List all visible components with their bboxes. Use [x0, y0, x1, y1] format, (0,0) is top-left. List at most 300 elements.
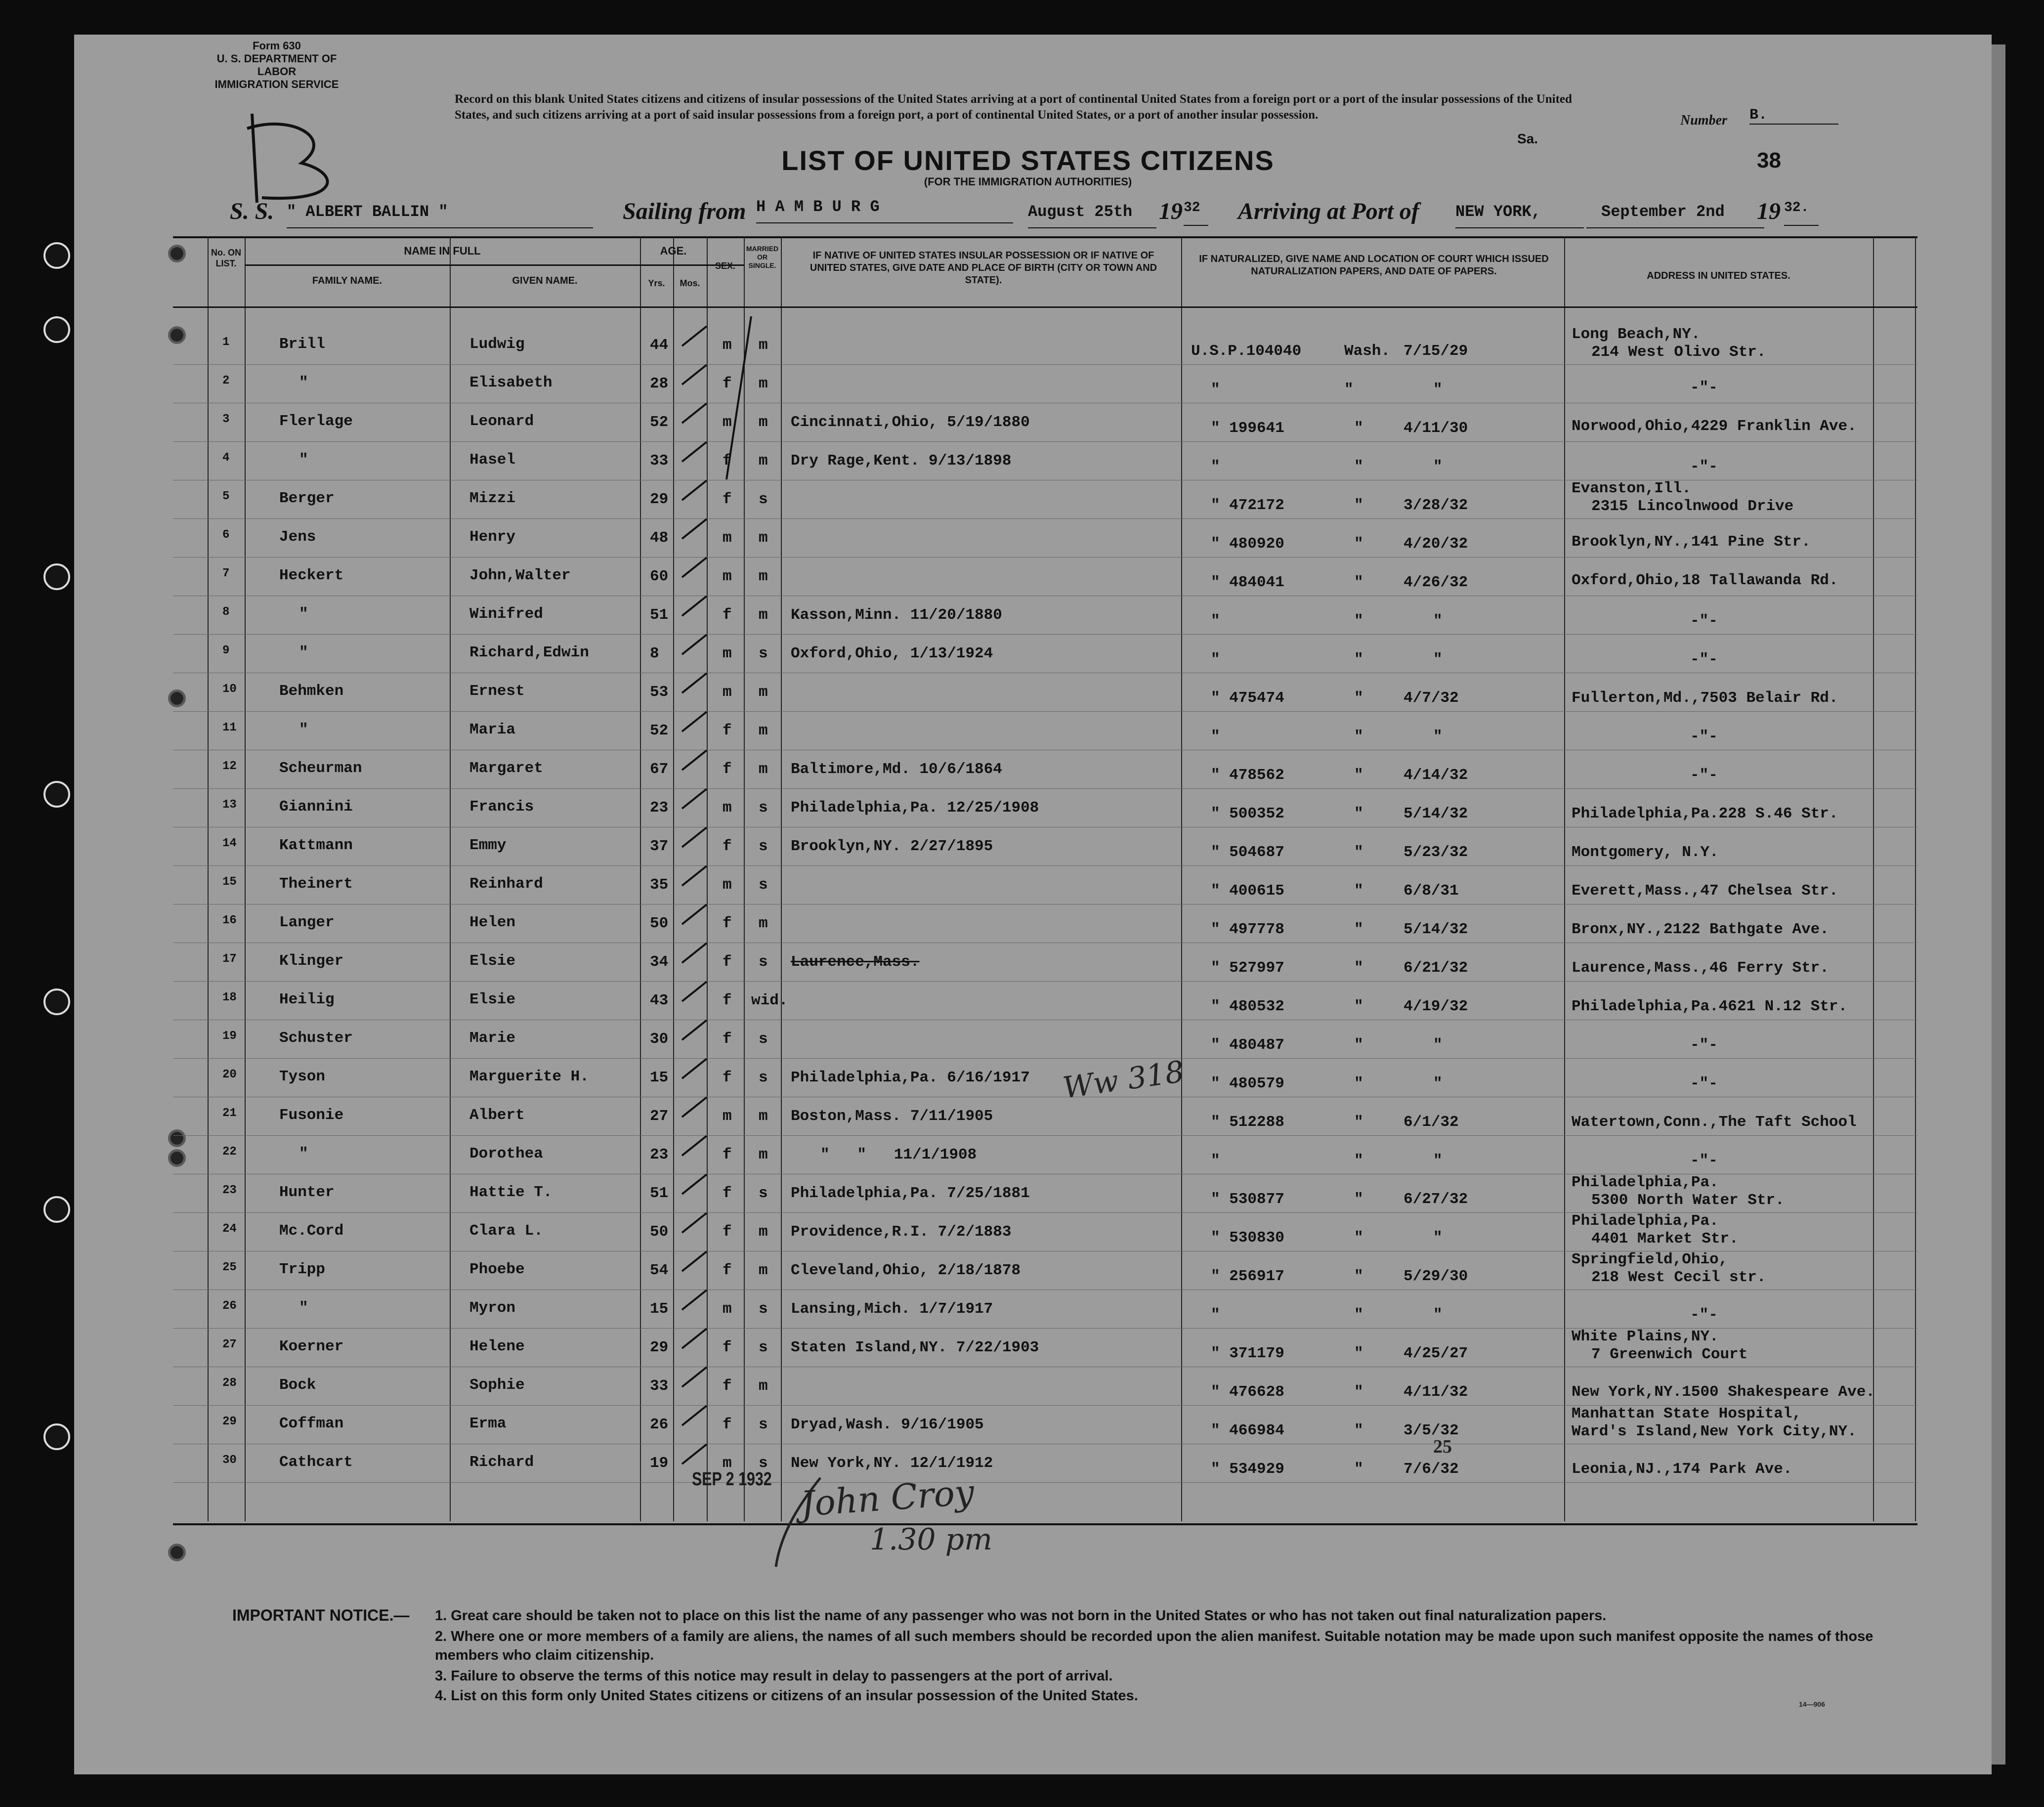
naturalization-date: ": [1433, 1036, 1443, 1054]
given-name: Leonard: [469, 413, 534, 430]
sex: f: [723, 915, 732, 932]
marital-status: s: [759, 799, 768, 817]
naturalization-number: " 256917: [1211, 1268, 1284, 1285]
row-number: 5: [222, 490, 230, 503]
family-name: Koerner: [279, 1338, 344, 1355]
age-years: 44: [650, 337, 669, 354]
department: U. S. DEPARTMENT OF LABOR: [216, 52, 337, 78]
naturalization-court: ": [1344, 381, 1354, 398]
sex: f: [723, 722, 732, 739]
family-name: Theinert: [279, 875, 353, 893]
header-bottom-rule: [173, 306, 1917, 308]
birth-place-date: Staten Island,NY. 7/22/1903: [791, 1339, 1039, 1356]
naturalization-court: ": [1354, 844, 1363, 861]
row-number: 13: [222, 798, 237, 812]
naturalization-number: " 400615: [1211, 882, 1284, 900]
age-years: 51: [650, 606, 669, 624]
marital-status: m: [759, 1223, 768, 1241]
marital-status: wid.: [751, 992, 788, 1009]
row-number: 7: [222, 567, 230, 580]
naturalization-court: ": [1354, 651, 1363, 668]
address-line-1: Norwood,Ohio,4229 Franklin Ave.: [1572, 418, 1857, 435]
sex: m: [723, 529, 732, 547]
sex: m: [723, 1300, 732, 1318]
naturalization-court: ": [1354, 1075, 1363, 1092]
family-name: ": [299, 605, 308, 623]
family-name: ": [299, 644, 308, 661]
family-name: Bock: [279, 1377, 316, 1394]
signature: John Croy: [799, 1471, 976, 1525]
naturalization-number: " 530877: [1211, 1191, 1284, 1208]
age-years: 33: [650, 1377, 669, 1395]
naturalization-number: " 512288: [1211, 1114, 1284, 1131]
header-naturalized: IF NATURALIZED, GIVE NAME AND LOCATION OF COURT WHICH ISSUED NATURALIZATION PAPERS, AND DATE OF PAPERS.: [1199, 254, 1549, 277]
age-years: 33: [650, 452, 669, 470]
row-number: 12: [222, 760, 237, 773]
table-row: [173, 1367, 1917, 1406]
address-line-1: -"-: [1690, 1036, 1718, 1054]
address-line-1: -"-: [1690, 379, 1718, 396]
header-given: GIVEN NAME.: [512, 275, 578, 286]
naturalization-number: " 478562: [1211, 767, 1284, 784]
naturalization-court: ": [1354, 1383, 1363, 1401]
handwritten-note-row30: 25: [1433, 1436, 1452, 1457]
age-years: 52: [650, 414, 669, 431]
notice-title: IMPORTANT NOTICE.—: [232, 1606, 410, 1624]
address-line-2: Ward's Island,New York City,NY.: [1572, 1423, 1857, 1440]
naturalization-date: 5/29/30: [1404, 1268, 1468, 1285]
address-line-2: 7 Greenwich Court: [1591, 1346, 1748, 1363]
row-number: 2: [222, 374, 230, 387]
given-name: Marguerite H.: [469, 1068, 589, 1085]
naturalization-court: ": [1354, 497, 1363, 514]
address-line-1: -"-: [1690, 1075, 1718, 1092]
sex: m: [723, 1455, 732, 1472]
given-name: Elisabeth: [469, 374, 553, 391]
given-name: Helen: [469, 914, 516, 931]
marital-status: s: [759, 953, 768, 971]
service: IMMIGRATION SERVICE: [214, 78, 339, 90]
marital-status: m: [759, 684, 768, 701]
table-row: [173, 1174, 1917, 1213]
family-name: Jens: [279, 528, 316, 546]
table-row: [173, 1020, 1917, 1059]
marital-status: m: [759, 1262, 768, 1279]
table-row: [173, 403, 1917, 442]
birth-place-date: Philadelphia,Pa. 12/25/1908: [791, 799, 1039, 817]
naturalization-number: U.S.P.104040: [1191, 343, 1302, 360]
age-years: 30: [650, 1031, 669, 1048]
ship-name: " ALBERT BALLIN ": [287, 203, 593, 228]
naturalization-court: Wash.: [1344, 343, 1391, 360]
family-name: Langer: [279, 914, 335, 931]
naturalization-date: 6/1/32: [1404, 1114, 1459, 1131]
given-name: Hasel: [469, 451, 516, 469]
marital-status: s: [759, 1069, 768, 1086]
given-name: Myron: [469, 1299, 516, 1317]
address-line-1: Evanston,Ill.: [1572, 480, 1691, 497]
table-row: [173, 1444, 1917, 1483]
age-years: 51: [650, 1185, 669, 1202]
birth-place-date: Boston,Mass. 7/11/1905: [791, 1108, 993, 1125]
row-number: 16: [222, 914, 237, 927]
naturalization-number: " 480920: [1211, 535, 1284, 553]
table-row: [173, 1213, 1917, 1251]
marital-status: m: [759, 568, 768, 585]
row-number: 22: [222, 1145, 237, 1159]
given-name: Maria: [469, 721, 516, 738]
from-year: 32: [1184, 200, 1208, 226]
sex: f: [723, 491, 732, 508]
family-name: Tripp: [279, 1261, 326, 1278]
signature-flourish: [771, 1473, 830, 1572]
age-years: 28: [650, 375, 669, 392]
naturalization-date: 6/27/32: [1404, 1191, 1468, 1208]
family-name: Hunter: [279, 1184, 335, 1201]
birth-place-date: Philadelphia,Pa. 7/25/1881: [791, 1185, 1030, 1202]
age-years: 8: [650, 645, 659, 662]
rivet: [170, 1546, 183, 1559]
given-name: Richard,Edwin: [469, 644, 589, 661]
row-number: 3: [222, 413, 230, 426]
birth-place-date: Dryad,Wash. 9/16/1905: [791, 1416, 984, 1433]
given-name: Dorothea: [469, 1145, 543, 1162]
family-name: Coffman: [279, 1415, 344, 1432]
naturalization-date: ": [1433, 1075, 1443, 1092]
sex: f: [723, 953, 732, 971]
marital-status: m: [759, 915, 768, 932]
address-line-1: -"-: [1690, 767, 1718, 784]
page-title: LIST OF UNITED STATES CITIZENS: [781, 145, 1275, 176]
naturalization-court: ": [1354, 1268, 1363, 1285]
family-name: Brill: [279, 336, 326, 353]
family-name: Kattmann: [279, 837, 353, 854]
naturalization-court: ": [1354, 689, 1363, 707]
address-line-1: Springfield,Ohio,: [1572, 1251, 1728, 1268]
birth-place-date: Lansing,Mich. 1/7/1917: [791, 1300, 993, 1318]
naturalization-court: ": [1354, 612, 1363, 630]
notice-item-2: 2. Where one or more members of a family are aliens, the names of all such members should be recorded upon the alien manifest. Suitable notation may be made upon such manifest opposite the names of those members who claim citizenship.: [435, 1629, 1874, 1663]
given-name: Albert: [469, 1107, 525, 1124]
family-name: Mc.Cord: [279, 1222, 344, 1240]
family-name: ": [299, 721, 308, 738]
address-line-1: New York,NY.1500 Shakespeare Ave.: [1572, 1383, 1875, 1401]
given-name: Winifred: [469, 605, 543, 623]
number-label: Number: [1680, 113, 1727, 128]
birth-place-date: " " 11/1/1908: [820, 1146, 977, 1163]
naturalization-date: 4/26/32: [1404, 574, 1468, 591]
given-name: Erma: [469, 1415, 507, 1432]
naturalization-date: 5/14/32: [1404, 921, 1468, 938]
year-prefix: 19: [1159, 198, 1183, 224]
marital-status: m: [759, 452, 768, 470]
marital-status: m: [759, 761, 768, 778]
age-years: 15: [650, 1069, 669, 1086]
given-name: Clara L.: [469, 1222, 543, 1240]
naturalization-court: ": [1354, 1422, 1363, 1439]
form-header: [208, 40, 346, 91]
arriving-label: Arriving at Port of: [1238, 198, 1419, 224]
sex: f: [723, 1069, 732, 1086]
row-number: 29: [222, 1415, 237, 1428]
age-years: 23: [650, 1146, 669, 1163]
address-line-1: Manhattan State Hospital,: [1572, 1405, 1802, 1422]
birth-place-date: Cincinnati,Ohio, 5/19/1880: [791, 414, 1030, 431]
naturalization-number: " 530830: [1211, 1229, 1284, 1247]
address-line-2: 218 West Cecil str.: [1591, 1269, 1766, 1286]
sex: f: [723, 1031, 732, 1048]
number-value: B.: [1749, 107, 1838, 125]
address-line-1: Philadelphia,Pa.: [1572, 1174, 1719, 1191]
naturalization-number: ": [1211, 1152, 1220, 1169]
marital-status: s: [759, 876, 768, 894]
age-years: 43: [650, 992, 669, 1009]
row-number: 9: [222, 644, 230, 657]
row-number: 1: [222, 336, 230, 349]
age-years: 26: [650, 1416, 669, 1433]
naturalization-date: ": [1433, 651, 1443, 668]
naturalization-number: " 476628: [1211, 1383, 1284, 1401]
table-row: [173, 326, 1917, 365]
given-name: Ludwig: [469, 336, 525, 353]
table-row: [173, 1329, 1917, 1367]
birth-place-date: Kasson,Minn. 11/20/1880: [791, 606, 1002, 624]
given-name: John,Walter: [469, 567, 571, 584]
address-line-1: -"-: [1690, 612, 1718, 630]
naturalization-number: " 497778: [1211, 921, 1284, 938]
header-married: MARRIED OR SINGLE.: [746, 245, 779, 269]
table-row: [173, 365, 1917, 403]
sex: f: [723, 1185, 732, 1202]
naturalization-date: ": [1433, 458, 1443, 475]
table-row: [173, 1406, 1917, 1444]
row-number: 11: [222, 721, 237, 734]
naturalization-date: 4/19/32: [1404, 998, 1468, 1015]
family-name: Schuster: [279, 1030, 353, 1047]
handwritten-b-mark: [232, 109, 361, 208]
naturalization-date: 6/8/31: [1404, 882, 1459, 900]
birth-place-date-struck: Laurence,Mass.: [791, 953, 920, 971]
naturalization-court: ": [1354, 1345, 1363, 1362]
table-row: [173, 596, 1917, 635]
given-name: Henry: [469, 528, 516, 546]
row-number: 17: [222, 952, 237, 966]
sex: m: [723, 414, 732, 431]
age-years: 67: [650, 761, 669, 778]
naturalization-court: ": [1354, 1191, 1363, 1208]
table-row: [173, 827, 1917, 866]
naturalization-number: " 534929: [1211, 1461, 1284, 1478]
naturalization-number: " 475474: [1211, 689, 1284, 707]
check-ticks: [677, 316, 756, 1483]
family-name: Giannini: [279, 798, 353, 816]
header-address: ADDRESS IN UNITED STATES.: [1647, 270, 1790, 281]
table-row: [173, 1097, 1917, 1136]
address-line-2: 4401 Market Str.: [1591, 1230, 1739, 1248]
family-name: ": [299, 1299, 308, 1317]
given-name: Richard: [469, 1454, 534, 1471]
naturalization-date: 3/5/32: [1404, 1422, 1459, 1439]
form-number: Form 630: [253, 40, 301, 52]
sex: f: [723, 375, 732, 392]
age-years: 29: [650, 491, 669, 508]
marital-status: s: [759, 1185, 768, 1202]
address-line-1: Oxford,Ohio,18 Tallawanda Rd.: [1572, 572, 1838, 589]
given-name: Elsie: [469, 991, 516, 1008]
address-line-1: Bronx,NY.,2122 Bathgate Ave.: [1572, 921, 1829, 938]
age-years: 60: [650, 568, 669, 585]
birth-place-date: Providence,R.I. 7/2/1883: [791, 1223, 1012, 1241]
table-row: [173, 866, 1917, 904]
family-name: ": [299, 451, 308, 469]
naturalization-number: " 504687: [1211, 844, 1284, 861]
sex: m: [723, 568, 732, 585]
naturalization-date: 3/28/32: [1404, 497, 1468, 514]
given-name: Sophie: [469, 1377, 525, 1394]
address-line-1: -"-: [1690, 1306, 1718, 1324]
sa-label: Sa.: [1517, 131, 1538, 146]
header-name-in-full: NAME IN FULL: [404, 245, 481, 257]
sex: f: [723, 1339, 732, 1356]
naturalization-date: 7/15/29: [1404, 343, 1468, 360]
row-number: 14: [222, 837, 237, 850]
naturalization-court: ": [1354, 921, 1363, 938]
marital-status: m: [759, 606, 768, 624]
naturalization-court: ": [1354, 1152, 1363, 1169]
table-row: [173, 1059, 1917, 1097]
sex: f: [723, 452, 732, 470]
row-number: 20: [222, 1068, 237, 1081]
given-name: Elsie: [469, 952, 516, 970]
naturalization-date: ": [1433, 381, 1443, 398]
age-years: 23: [650, 799, 669, 817]
sex: f: [723, 1416, 732, 1433]
marital-status: m: [759, 722, 768, 739]
naturalization-court: ": [1354, 1461, 1363, 1478]
notice-item-3: 3. Failure to observe the terms of this notice may result in delay to passengers at the port of arrival.: [435, 1668, 1113, 1684]
given-name: Marie: [469, 1030, 516, 1047]
header-sex: SEX.: [715, 261, 736, 271]
address-line-1: Philadelphia,Pa.: [1572, 1212, 1719, 1230]
table-row: [173, 519, 1917, 558]
birth-place-date: New York,NY. 12/1/1912: [791, 1455, 993, 1472]
age-years: 35: [650, 876, 669, 894]
given-name: Emmy: [469, 837, 507, 854]
sex: m: [723, 876, 732, 894]
page-number: 38: [1757, 148, 1781, 172]
birth-place-date: Brooklyn,NY. 2/27/1895: [791, 838, 993, 855]
age-years: 48: [650, 529, 669, 547]
family-name: Flerlage: [279, 413, 353, 430]
row-number: 23: [222, 1184, 237, 1197]
row-number: 6: [222, 528, 230, 542]
row-number: 25: [222, 1261, 237, 1274]
table-row: [173, 1136, 1917, 1174]
birth-place-date: Oxford,Ohio, 1/13/1924: [791, 645, 993, 662]
sex: m: [723, 337, 732, 354]
family-name: Heilig: [279, 991, 335, 1008]
naturalization-number: " 527997: [1211, 959, 1284, 977]
address-line-1: -"-: [1690, 458, 1718, 475]
table-row: [173, 904, 1917, 943]
given-name: Margaret: [469, 760, 543, 777]
row-number: 18: [222, 991, 237, 1004]
family-name: Cathcart: [279, 1454, 353, 1471]
given-name: Ernest: [469, 683, 525, 700]
given-name: Hattie T.: [469, 1184, 553, 1201]
naturalization-date: ": [1433, 1229, 1443, 1247]
address-line-1: -"-: [1690, 1152, 1718, 1169]
sex: m: [723, 799, 732, 817]
binder-hole: [43, 989, 70, 1015]
marital-status: m: [759, 1377, 768, 1395]
address-line-2: 214 West Olivo Str.: [1591, 344, 1766, 361]
naturalization-court: ": [1354, 535, 1363, 553]
row-number: 26: [222, 1299, 237, 1313]
given-name: Francis: [469, 798, 534, 816]
naturalization-number: ": [1211, 651, 1220, 668]
binder-hole: [43, 1196, 70, 1223]
binder-hole: [43, 1423, 70, 1450]
given-name: Helene: [469, 1338, 525, 1355]
table-row: [173, 712, 1917, 750]
naturalization-number: ": [1211, 728, 1220, 745]
birth-place-date: Cleveland,Ohio, 2/18/1878: [791, 1262, 1021, 1279]
sex: f: [723, 1377, 732, 1395]
row-number: 30: [222, 1454, 237, 1467]
table-row: [173, 635, 1917, 673]
table-row: [173, 673, 1917, 712]
family-name: Heckert: [279, 567, 344, 584]
given-name: Phoebe: [469, 1261, 525, 1278]
age-years: 50: [650, 1223, 669, 1241]
row-number: 24: [222, 1222, 237, 1236]
arrival-year: 32.: [1784, 200, 1819, 226]
family-name: Scheurman: [279, 760, 362, 777]
naturalization-number: " 466984: [1211, 1422, 1284, 1439]
sex: f: [723, 992, 732, 1009]
family-name: Fusonie: [279, 1107, 344, 1124]
address-line-1: Laurence,Mass.,46 Ferry Str.: [1572, 959, 1829, 977]
age-years: 19: [650, 1455, 669, 1472]
naturalization-court: ": [1354, 574, 1363, 591]
header-no: No. ON LIST.: [211, 248, 241, 268]
naturalization-court: ": [1354, 959, 1363, 977]
age-years: 50: [650, 915, 669, 932]
naturalization-number: ": [1211, 458, 1220, 475]
marital-status: m: [759, 1108, 768, 1125]
family-name: Klinger: [279, 952, 344, 970]
header-native: IF NATIVE OF UNITED STATES INSULAR POSSESSION OR IF NATIVE OF UNITED STATES, GIVE DATE AND PLACE OF BIRTH (CITY OR TOWN AND STATE).: [809, 250, 1157, 286]
table-row: [173, 442, 1917, 480]
from-port: H A M B U R G: [756, 198, 1013, 223]
sex: f: [723, 761, 732, 778]
naturalization-number: ": [1211, 381, 1220, 398]
row-number: 21: [222, 1107, 237, 1120]
binder-hole: [43, 242, 70, 269]
marital-status: s: [759, 1031, 768, 1048]
table-row: [173, 750, 1917, 789]
age-years: 27: [650, 1108, 669, 1125]
marital-status: s: [759, 1455, 768, 1472]
age-years: 37: [650, 838, 669, 855]
age-years: 29: [650, 1339, 669, 1356]
naturalization-court: ": [1354, 458, 1363, 475]
address-line-1: Everett,Mass.,47 Chelsea Str.: [1572, 882, 1838, 900]
naturalization-court: ": [1354, 882, 1363, 900]
marital-status: s: [759, 491, 768, 508]
row-number: 15: [222, 875, 237, 889]
